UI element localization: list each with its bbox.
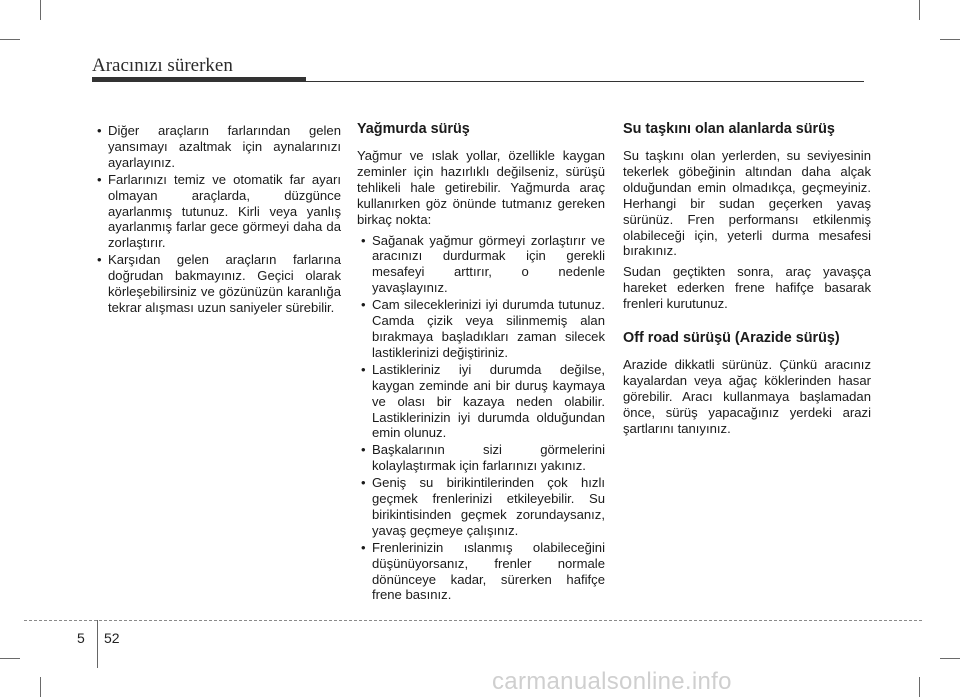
column-right: [623, 120, 871, 442]
section-heading-rain: Yağmurda sürüş: [357, 121, 470, 137]
flood-paragraph: Su taşkını olan yerlerden, su seviyesinin tekerlek göbeğinin altından daha alçak olduğundan emin olmadıkça, geçmeyiniz. Herhangi bir sudan geçerken yavaş sürünüz. Fren performansı etkilenmiş olabileceği için, yeterli durma mesafesi bırakınız.: [623, 148, 871, 259]
footer-rule: [24, 620, 922, 621]
night-driving-list: [93, 123, 341, 316]
list-item: • Sağanak yağmur görmeyi zorlaştırır ve aracınızı durdurmak için gerekli mesafeyi arttırır, o nedenle yavaşlayınız.: [357, 233, 605, 297]
list-item: • Diğer araçların farlarından gelen yansımayı azaltmak için aynalarınızı ayarlayınız.: [93, 123, 341, 171]
rain-list: [357, 233, 605, 604]
section-heading-flood: Su taşkını olan alanlarda sürüş: [623, 121, 835, 137]
header-rule-thick: [92, 77, 306, 82]
list-item: • Başkalarının sizi görmelerini kolaylaştırmak için farlarınızı yakınız.: [357, 442, 605, 474]
page-header-title: Aracınızı sürerken: [92, 55, 233, 76]
chapter-number: 5: [77, 630, 85, 646]
footer-separator: [97, 620, 98, 668]
crop-mark: [40, 0, 41, 20]
crop-mark: [940, 658, 960, 659]
crop-mark: [0, 39, 20, 40]
crop-mark: [40, 677, 41, 697]
crop-mark: [919, 677, 920, 697]
offroad-paragraph: Arazide dikkatli sürünüz. Çünkü aracınız kayalardan veya ağaç köklerinden hasar görebilir. Aracı kullanmaya başlamadan önce, sürüş yapacağınız yerdeki arazi şartlarını tanıyınız.: [623, 357, 871, 436]
column-middle: [357, 120, 605, 604]
list-item: • Lastikleriniz iyi durumda değilse, kaygan zeminde ani bir duruş kaymaya ve olası bir kazaya neden olabilir. Lastiklerinizin iyi durumda olduğundan emin olunuz.: [357, 362, 605, 442]
section-heading-offroad: Off road sürüşü (Arazide sürüş): [623, 330, 840, 347]
header-rule-thin: [306, 81, 864, 82]
list-item: • Frenlerinizin ıslanmış olabileceğini düşünüyorsanız, frenler normale dönünceye kadar, sürerken hafifçe frene basınız.: [357, 540, 605, 604]
crop-mark: [940, 39, 960, 40]
watermark: carmanualsonline.info: [492, 668, 732, 695]
page-number: 52: [104, 630, 120, 646]
list-item: • Geniş su birikintilerinden çok hızlı geçmek frenlerinizi etkileyebilir. Su birikintisinden geçmek zorundaysanız, yavaş geçmeye çalışınız.: [357, 475, 605, 539]
list-item: • Karşıdan gelen araçların farlarına doğrudan bakmayınız. Geçici olarak körleşebilirsiniz ve gözünüzün karanlığa tekrar alışması uzun saniyeler sürebilir.: [93, 252, 341, 316]
list-item: • Cam sileceklerinizi iyi durumda tutunuz. Camda çizik veya silinmemiş alan bırakmaya başladıkları zaman silecek lastiklerinizi değiştiriniz.: [357, 297, 605, 361]
column-left: [93, 123, 341, 317]
crop-mark: [0, 658, 20, 659]
flood-paragraph: Sudan geçtikten sonra, araç yavaşça hareket ederken frene hafifçe basarak frenleri kurutunuz.: [623, 264, 871, 312]
rain-intro: Yağmur ve ıslak yollar, özellikle kaygan zeminler için hazırlıklı değilseniz, sürüşü tehlikeli hale getirebilir. Yağmurda araç kullanırken göz önünde tutmanız gereken birkaç nokta:: [357, 148, 605, 227]
list-item: • Farlarınızı temiz ve otomatik far ayarı olmayan araçlarda, düzgünce ayarlanmış tutunuz. Kirli veya yanlış ayarlanmış farlar gece görmeyi daha da zorlaştırır.: [93, 172, 341, 252]
crop-mark: [919, 0, 920, 20]
